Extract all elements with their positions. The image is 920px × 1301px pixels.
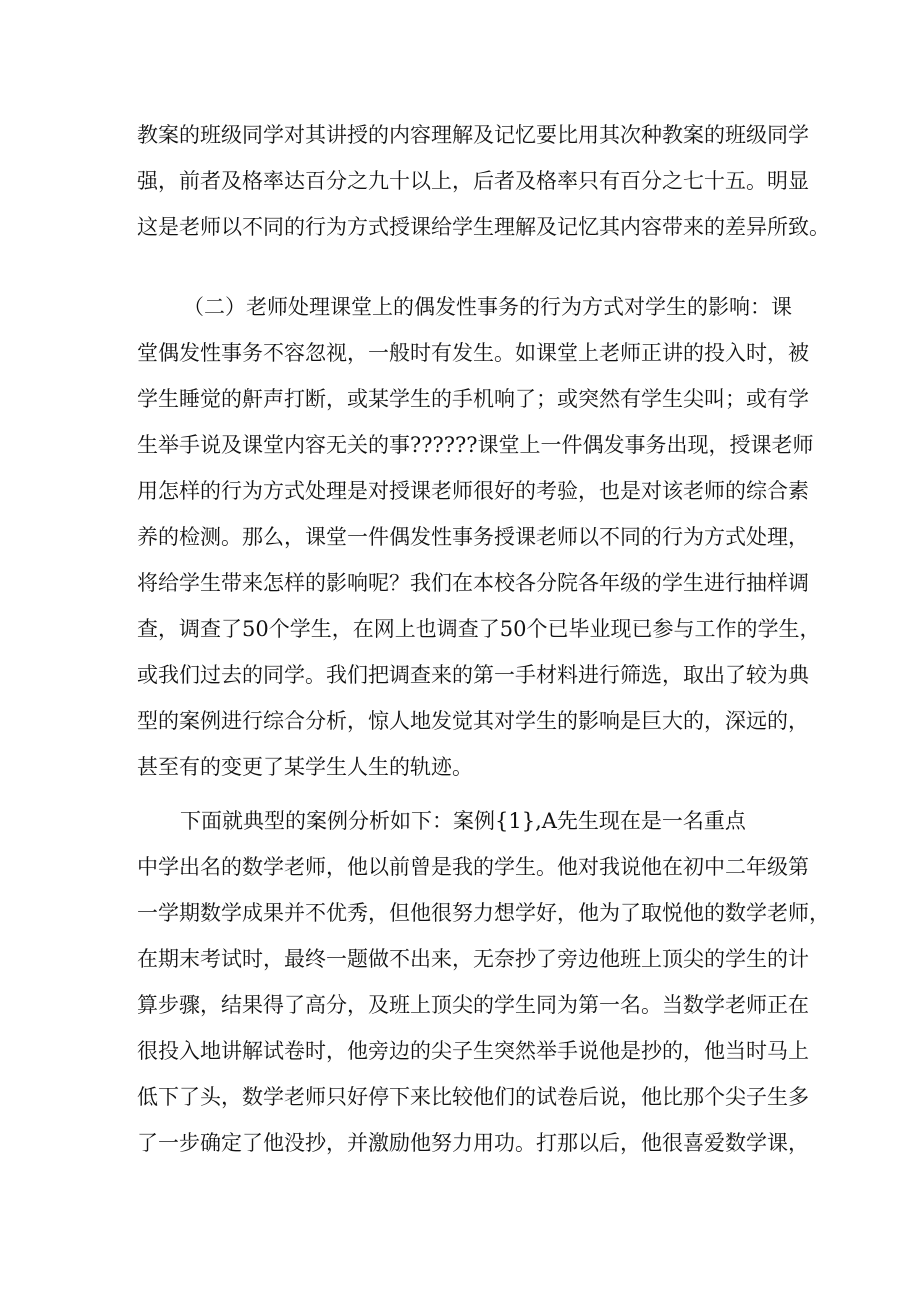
paragraph-line: 养的检测。那么，课堂一件偶发性事务授课老师以不同的行为方式处理， xyxy=(137,525,809,549)
paragraph-line: 这是老师以不同的行为方式授课给学生理解及记忆其内容带来的差异所致。 xyxy=(137,215,830,239)
paragraph-line: 算步骤，结果得了高分，及班上顶尖的学生同为第一名。当数学老师正在 xyxy=(137,993,809,1017)
paragraph-line: 一学期数学成果并不优秀，但他很努力想学好，他为了取悦他的数学老师， xyxy=(137,901,830,925)
paragraph-line: 在期末考试时，最终一题做不出来，无奈抄了旁边他班上顶尖的学生的计 xyxy=(137,947,809,971)
paragraph-line: 中学出名的数学老师，他以前曾是我的学生。他对我说他在初中二年级第 xyxy=(137,855,809,879)
paragraph-line: 了一步确定了他没抄，并激励他努力用功。打那以后，他很喜爱数学课， xyxy=(137,1131,809,1155)
paragraph-line: 查，调查了50个学生，在网上也调查了50个已毕业现已参与工作的学生， xyxy=(137,617,821,641)
paragraph-line: 甚至有的变更了某学生人生的轨迹。 xyxy=(137,755,473,779)
paragraph-line: 学生睡觉的鼾声打断，或某学生的手机响了；或突然有学生尖叫；或有学 xyxy=(137,387,809,411)
paragraph-line: 生举手说及课堂内容无关的事??????课堂上一件偶发事务出现，授课老师 xyxy=(137,433,814,457)
paragraph-line: 教案的班级同学对其讲授的内容理解及记忆要比用其次种教案的班级同学 xyxy=(137,123,809,147)
section-heading-line: （二）老师处理课堂上的偶发性事务的行为方式对学生的影响：课 xyxy=(183,295,792,319)
paragraph-line: 用怎样的行为方式处理是对授课老师很好的考验，也是对该老师的综合素 xyxy=(137,479,809,503)
paragraph-line: 将给学生带来怎样的影响呢？我们在本校各分院各年级的学生进行抽样调 xyxy=(137,571,809,595)
paragraph-line: 型的案例进行综合分析，惊人地发觉其对学生的影响是巨大的，深远的， xyxy=(137,709,809,733)
paragraph-line: 强，前者及格率达百分之九十以上，后者及格率只有百分之七十五。明显 xyxy=(137,169,809,193)
paragraph-line: 堂偶发性事务不容忽视，一般时有发生。如课堂上老师正讲的投入时，被 xyxy=(137,341,809,365)
paragraph-line: 低下了头，数学老师只好停下来比较他们的试卷后说，他比那个尖子生多 xyxy=(137,1085,809,1109)
paragraph-line: 或我们过去的同学。我们把调查来的第一手材料进行筛选，取出了较为典 xyxy=(137,663,809,687)
paragraph-first-line: 下面就典型的案例分析如下：案例{1},A先生现在是一名重点 xyxy=(180,809,746,833)
paragraph-line: 很投入地讲解试卷时，他旁边的尖子生突然举手说他是抄的，他当时马上 xyxy=(137,1039,809,1063)
